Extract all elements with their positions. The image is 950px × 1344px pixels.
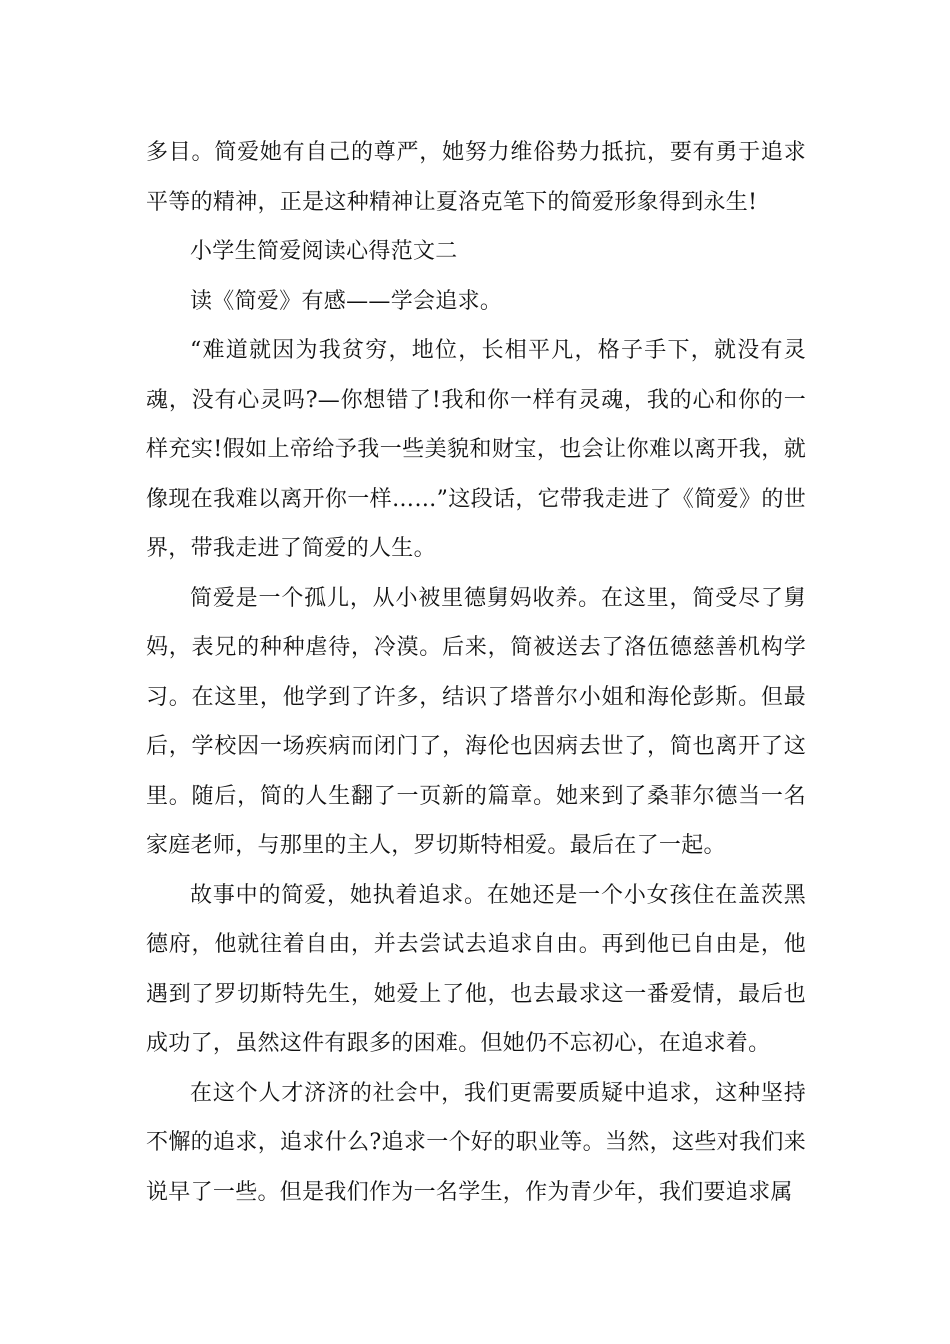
paragraph-pursuit: 故事中的简爱，她执着追求。在她还是一个小女孩住在盖茨黑德府，他就往着自由，并去尝试去追求自由。再到他已自由是，他遇到了罗切斯特先生，她爱上了他，也去最求这一番爱情，最后也成功了，虽然这件有跟多的困难。但她仍不忘初心，在追求着。 [146, 882, 806, 1056]
paragraph-story: 简爱是一个孤儿，从小被里德舅妈收养。在这里，简受尽了舅妈，表兄的种种虐待，冷漠。后来，简被送去了洛伍德慈善机构学习。在这里，他学到了许多，结识了塔普尔小姐和海伦彭斯。但最后，学校因一场疾病而闭门了，海伦也因病去世了，简也离开了这里。随后，简的人生翻了一页新的篇章。她来到了桑菲尔德当一名家庭老师，与那里的主人，罗切斯特相爱。最后在了一起。 [146, 585, 806, 858]
paragraph-quote: “难道就因为我贫穷，地位，长相平凡，格子手下，就没有灵魂，没有心灵吗?—你想错了!我和你一样有灵魂，我的心和你的一样充实!假如上帝给予我一些美貌和财宝，也会让你难以离开我，就像现在我难以离开你一样……”这段话，它带我走进了《简爱》的世界，带我走进了简爱的人生。 [146, 338, 806, 561]
paragraph-continuation: 多目。简爱她有自己的尊严，她努力维俗势力抵抗，要有勇于追求平等的精神，正是这种精神让夏洛克笔下的简爱形象得到永生! [146, 140, 806, 215]
paragraph-society: 在这个人才济济的社会中，我们更需要质疑中追求，这种坚持不懈的追求，追求什么?追求一个好的职业等。当然，这些对我们来说早了一些。但是我们作为一名学生，作为青少年，我们要追求属 [146, 1080, 806, 1205]
document-body [146, 128, 806, 1217]
section-heading: 小学生简爱阅读心得范文二 [190, 239, 458, 264]
essay-title: 读《简爱》有感——学会追求。 [190, 288, 503, 314]
